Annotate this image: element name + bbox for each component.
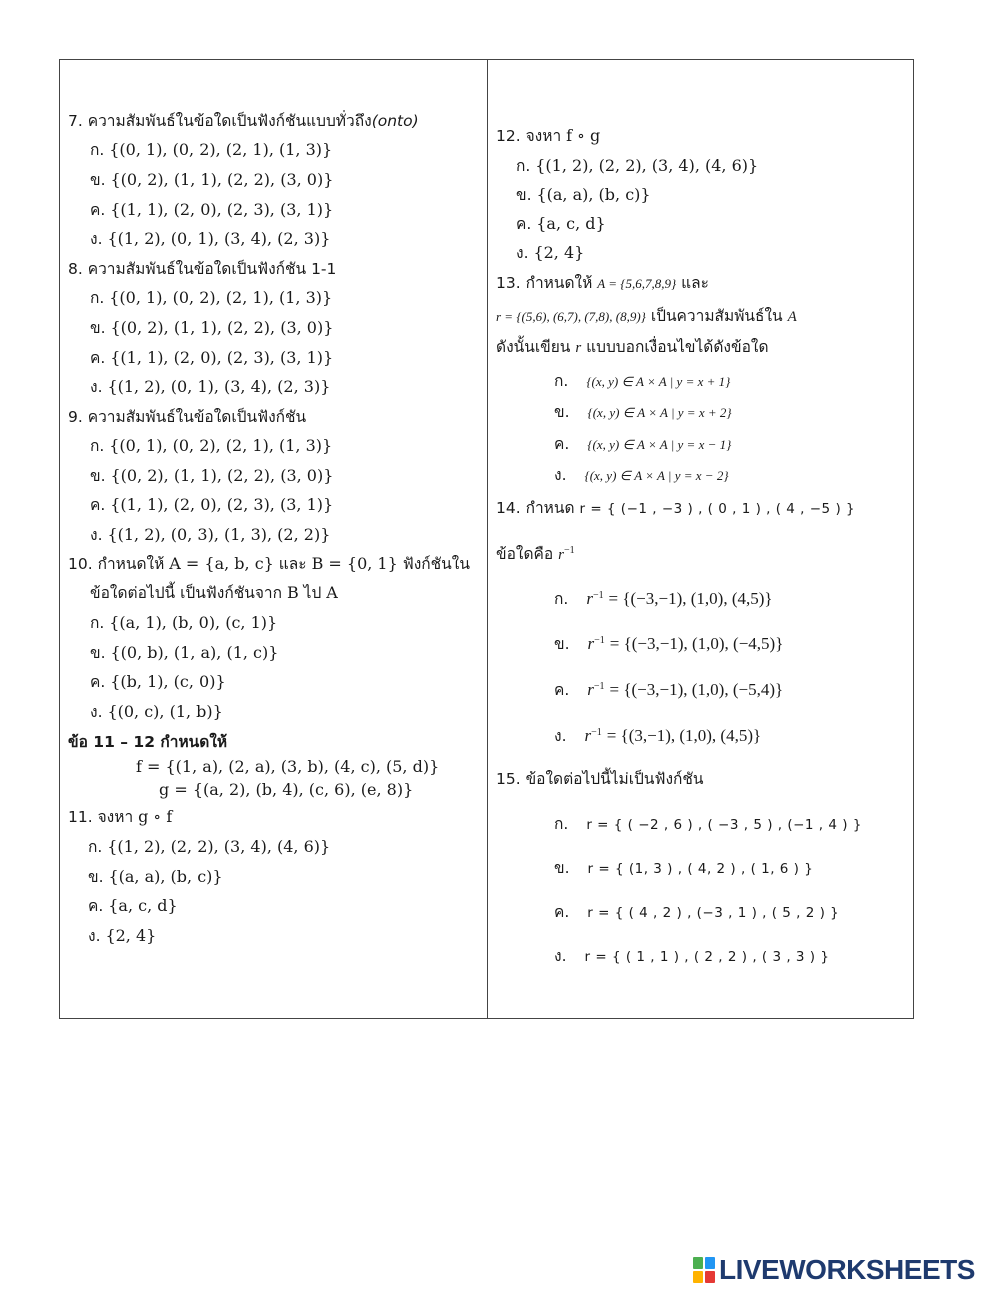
logo-square-red bbox=[705, 1271, 715, 1283]
given-heading: ข้อ 11 – 12 กำหนดให้ bbox=[68, 733, 228, 751]
q14-option-4: ง. $r^{-1} = \{(3,-1)$, (1,0), (4,5)} bbox=[554, 726, 762, 746]
q15-option-3: ค. r = { ( 4 , 2 ) , (−3 , 1 ) , ( 5 , 2 ) } bbox=[554, 903, 840, 921]
logo-text: LIVEWORKSHEETS bbox=[719, 1254, 975, 1285]
q14-option-2: ข. $r^{-1} = \{(-3,-1)$, (1,0), (−4,5)} bbox=[554, 634, 784, 654]
q13-option-2: ข. {(x, y) ∈ A × A | y = x + 2} bbox=[554, 403, 732, 421]
q10-stem-line2: ข้อใดต่อไปนี้ เป็นฟังก์ชันจาก B ไป A bbox=[90, 583, 338, 602]
given-f: f = {(1, a), (2, a), (3, b), (4, c), (5, d)} bbox=[136, 757, 440, 776]
q8-stem: 8. ความสัมพันธ์ในข้อใดเป็นฟังก์ชัน 1-1 bbox=[68, 260, 337, 278]
q7-option-1: ก. {(0, 1), (0, 2), (2, 1), (1, 3)} bbox=[90, 140, 333, 159]
q15-option-2: ข. r = { (1, 3 ) , ( 4, 2 ) , ( 1, 6 ) } bbox=[554, 859, 814, 877]
q11-stem: 11. จงหา g ∘ f bbox=[68, 807, 173, 826]
q10-option-1: ก. {(a, 1), (b, 0), (c, 1)} bbox=[90, 613, 278, 632]
q10-stem: 10. กำหนดให้ A = {a, b, c} และ B = {0, 1} ฟังก์ชันใน bbox=[68, 554, 470, 573]
liveworksheets-logo bbox=[693, 1255, 975, 1285]
q12-option-1: ก. {(1, 2), (2, 2), (3, 4), (4, 6)} bbox=[516, 156, 759, 175]
logo-square-yellow bbox=[693, 1271, 703, 1283]
q13-option-4: ง. {(x, y) ∈ A × A | y = x − 2} bbox=[554, 466, 729, 484]
q13-relation: r = {(5,6), (6,7), (7,8), (8,9)} เป็นความสัมพันธ์ใน A bbox=[496, 307, 797, 325]
given-g: g = {(a, 2), (b, 4), (c, 6), (e, 8)} bbox=[159, 780, 414, 799]
q14-option-3: ค. $r^{-1} = \{(-3,-1)$, (1,0), (−5,4)} bbox=[554, 680, 784, 700]
q8-option-1: ก. {(0, 1), (0, 2), (2, 1), (1, 3)} bbox=[90, 288, 333, 307]
q14-line2: ข้อใดคือ $r^{-1}$ bbox=[496, 545, 575, 564]
q8-option-4: ง. {(1, 2), (0, 1), (3, 4), (2, 3)} bbox=[90, 377, 331, 396]
q12-option-3: ค. {a, c, d} bbox=[516, 214, 606, 233]
q9-option-1: ก. {(0, 1), (0, 2), (2, 1), (1, 3)} bbox=[90, 436, 333, 455]
q13-stem: 13. กำหนดให้ A = {5,6,7,8,9} และ bbox=[496, 274, 709, 292]
q15-option-4: ง. r = { ( 1 , 1 ) , ( 2 , 2 ) , ( 3 , 3 ) } bbox=[554, 947, 830, 965]
liveworksheets-mark-icon bbox=[693, 1257, 715, 1283]
q11-option-1: ก. {(1, 2), (2, 2), (3, 4), (4, 6)} bbox=[88, 837, 331, 856]
q9-stem: 9. ความสัมพันธ์ในข้อใดเป็นฟังก์ชัน bbox=[68, 408, 307, 426]
q12-option-2: ข. {(a, a), (b, c)} bbox=[516, 185, 651, 204]
q8-option-2: ข. {(0, 2), (1, 1), (2, 2), (3, 0)} bbox=[90, 318, 334, 337]
q13-option-3: ค. {(x, y) ∈ A × A | y = x − 1} bbox=[554, 435, 732, 453]
q12-option-4: ง. {2, 4} bbox=[516, 243, 585, 262]
q7-option-2: ข. {(0, 2), (1, 1), (2, 2), (3, 0)} bbox=[90, 170, 334, 189]
q9-option-3: ค. {(1, 1), (2, 0), (2, 3), (3, 1)} bbox=[90, 495, 334, 514]
logo-square-blue bbox=[705, 1257, 715, 1269]
q14-option-1: ก. $r^{-1} = \{(-3,-1)$, (1,0), (4,5)} bbox=[554, 589, 773, 609]
column-divider bbox=[487, 60, 488, 1018]
q9-option-2: ข. {(0, 2), (1, 1), (2, 2), (3, 0)} bbox=[90, 466, 334, 485]
worksheet-table bbox=[59, 59, 914, 1019]
q10-option-2: ข. {(0, b), (1, a), (1, c)} bbox=[90, 643, 279, 662]
q11-option-3: ค. {a, c, d} bbox=[88, 896, 178, 915]
q7-option-4: ง. {(1, 2), (0, 1), (3, 4), (2, 3)} bbox=[90, 229, 331, 248]
q13-option-1: ก. {(x, y) ∈ A × A | y = x + 1} bbox=[554, 372, 731, 390]
q9-option-4: ง. {(1, 2), (0, 3), (1, 3), (2, 2)} bbox=[90, 525, 331, 544]
q13-line3: ดังนั้นเขียน r แบบบอกเงื่อนไขได้ดังข้อใด bbox=[496, 338, 769, 356]
q11-option-2: ข. {(a, a), (b, c)} bbox=[88, 867, 223, 886]
q10-option-3: ค. {(b, 1), (c, 0)} bbox=[90, 672, 226, 691]
q15-stem: 15. ข้อใดต่อไปนี้ไม่เป็นฟังก์ชัน bbox=[496, 770, 704, 788]
q12-stem: 12. จงหา f ∘ g bbox=[496, 126, 601, 145]
logo-square-green bbox=[693, 1257, 703, 1269]
q15-option-1: ก. r = { ( −2 , 6 ) , ( −3 , 5 ) , (−1 , 4 ) } bbox=[554, 815, 862, 833]
q10-option-4: ง. {(0, c), (1, b)} bbox=[90, 702, 223, 721]
q7-stem: 7. ความสัมพันธ์ในข้อใดเป็นฟังก์ชันแบบทั่วถึง(onto) bbox=[68, 112, 419, 130]
q11-option-4: ง. {2, 4} bbox=[88, 926, 157, 945]
q8-option-3: ค. {(1, 1), (2, 0), (2, 3), (3, 1)} bbox=[90, 348, 334, 367]
q14-stem: 14. กำหนด r = { (−1 , −3 ) , ( 0 , 1 ) , ( 4 , −5 ) } bbox=[496, 499, 856, 517]
q7-option-3: ค. {(1, 1), (2, 0), (2, 3), (3, 1)} bbox=[90, 200, 334, 219]
